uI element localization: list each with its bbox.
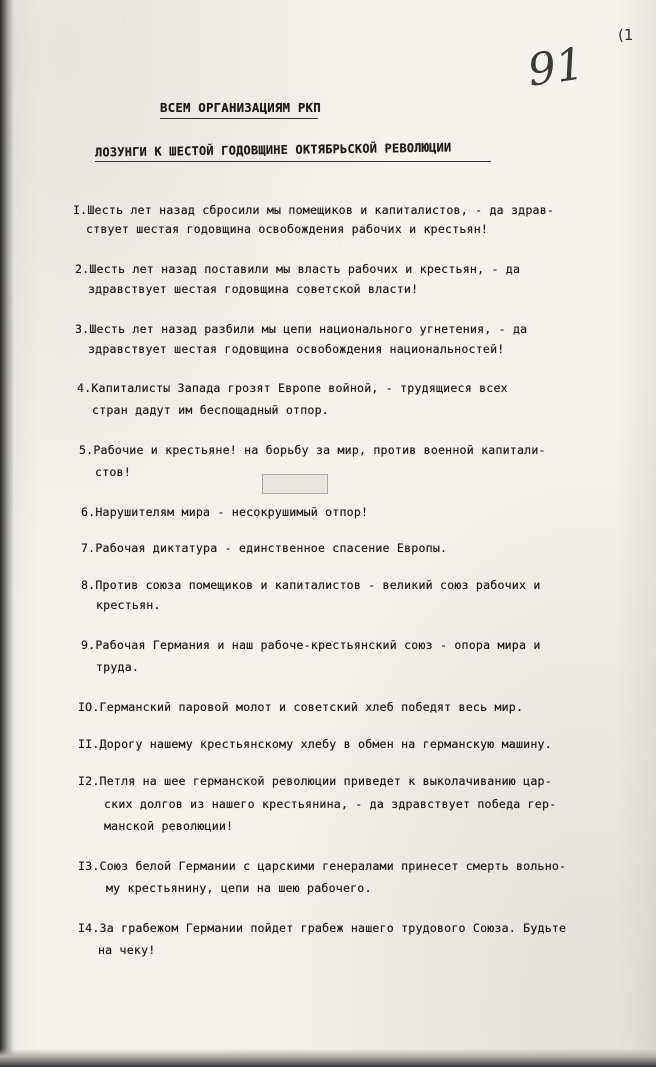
header-underline	[160, 118, 318, 119]
scan-edge-left	[0, 0, 14, 1067]
slogan-line: стран дадут им беспощадный отпор.	[92, 403, 329, 417]
slogan-line: 2.Шесть лет назад поставили мы власть рабочих и крестьян, - да	[75, 262, 521, 276]
scan-edge-bottom	[0, 1049, 656, 1067]
slogan-line: 3.Шесть лет назад разбили мы цепи национального угнетения, - да	[75, 322, 528, 336]
slogan-line: манской революции!	[104, 819, 234, 833]
slogan-line: I2.Петля на шее германской революции приведет к выколачиванию цар-	[78, 774, 552, 788]
slogan-line: I.Шесть лет назад сбросили мы помещиков и капиталистов, - да здрав-	[73, 203, 555, 217]
slogan-line: 8.Против союза помещиков и капиталистов - великий союз рабочих и	[81, 578, 541, 592]
slogan-line: стов!	[95, 465, 131, 479]
slogan-line: здравствует шестая годовщина освобождения национальностей!	[88, 342, 505, 356]
document-header: ВСЕМ ОРГАНИЗАЦИЯМ РКП	[160, 100, 321, 115]
slogan-line: му крестьянину, цепи на шею рабочего.	[106, 881, 372, 895]
slogan-line: ствует шестая годовщина освобождения рабочих и крестьян!	[86, 222, 489, 236]
slogan-line: ских долгов из нашего крестьянина, - да здравствует победа гер-	[104, 797, 557, 811]
slogan-line: труда.	[96, 660, 140, 674]
slogan-line: I4.За грабежом Германии пойдет грабеж нашего трудового Союза. Будьте	[78, 921, 567, 935]
title-underline	[95, 161, 491, 162]
sheet-number: (1	[618, 26, 634, 44]
slogan-line: 7.Рабочая диктатура - единственное спасение Европы.	[81, 541, 448, 555]
slogan-line: здравствует шестая годовщина советской власти!	[88, 282, 419, 296]
slogan-line: на чеку!	[98, 943, 156, 957]
slogan-line: 4.Капиталисты Запада грозят Европе войной, - трудящиеся всех	[77, 381, 508, 395]
archive-number: 91	[524, 38, 588, 97]
slogan-line: IO.Германский паровой молот и советский хлеб победят весь мир.	[78, 700, 524, 714]
document-title: ЛОЗУНГИ К ШЕСТОЙ ГОДОВЩИНЕ ОКТЯБРЬСКОЙ РЕВОЛЮЦИИ	[94, 140, 452, 160]
slogan-line: 9.Рабочая Германия и наш рабоче-крестьянский союз - опора мира и	[81, 638, 541, 652]
slogan-line: II.Дорогу нашему крестьянскому хлебу в обмен на германскую машину.	[78, 737, 552, 751]
slogan-line: I3.Союз белой Германии с царскими генералами принесет смерть вольно-	[78, 859, 567, 873]
archive-stamp	[262, 474, 328, 494]
slogan-line: 5.Рабочие и крестьяне! на борьбу за мир, против военной капитали-	[79, 443, 546, 457]
slogan-line: 6.Нарушителям мира - несокрушимый отпор!	[81, 505, 369, 519]
slogan-line: крестьян.	[96, 598, 161, 612]
